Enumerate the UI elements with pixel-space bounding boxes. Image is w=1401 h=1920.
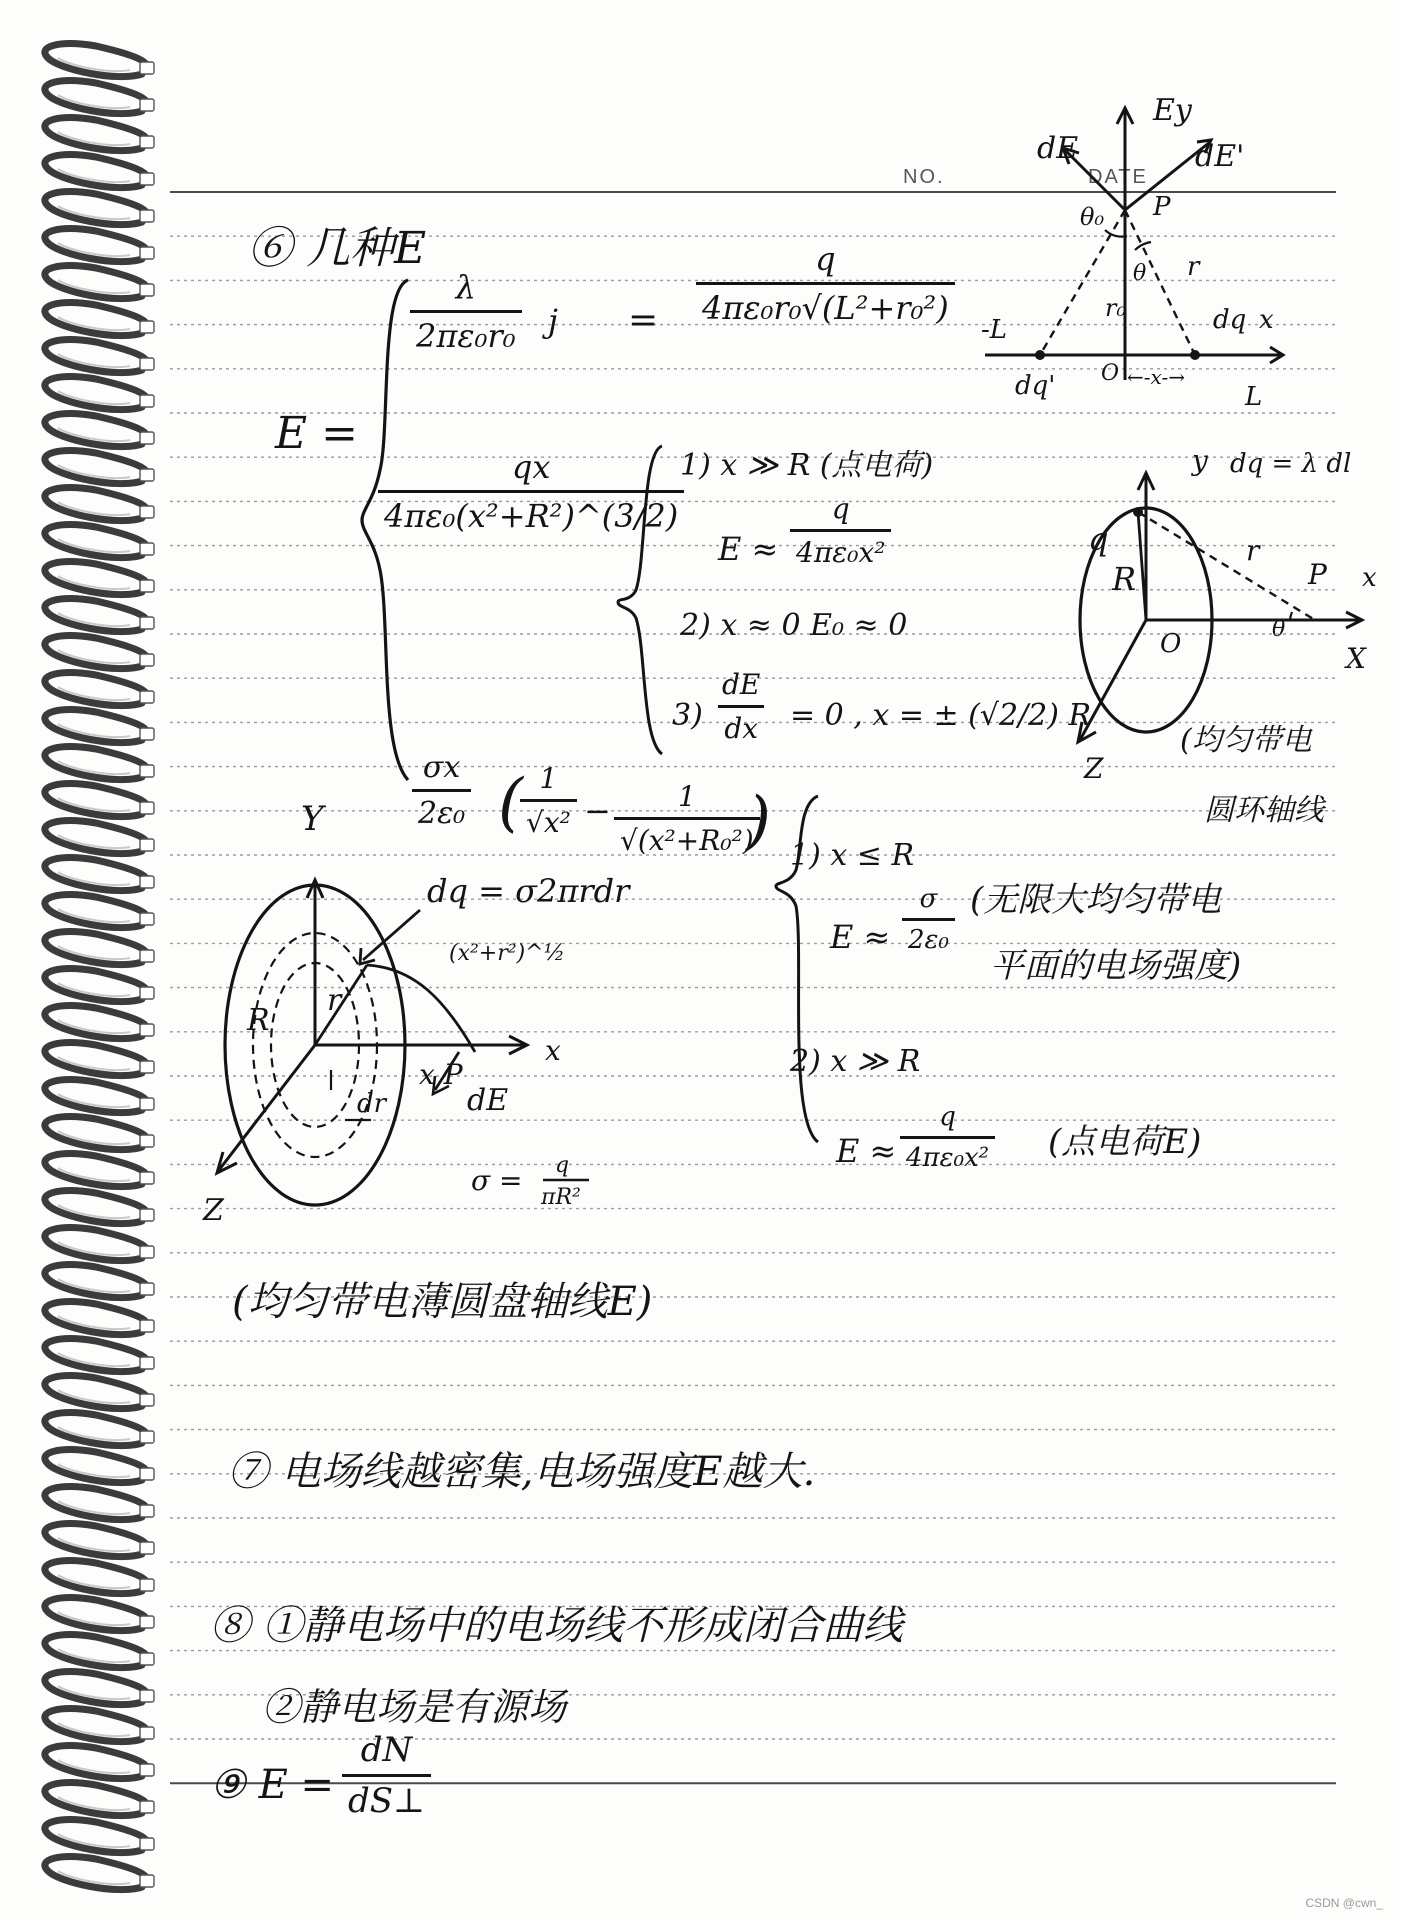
ring-case-3-rest: = 0 , x = ± (√2/2) R bbox=[790, 698, 1092, 733]
disk-minus: − bbox=[584, 792, 611, 830]
line-charge-figure bbox=[975, 80, 1295, 420]
disk-fig-sigma-lhs: σ = bbox=[471, 1164, 523, 1197]
line-fig-p: P bbox=[1153, 192, 1171, 222]
disk-case-1-note-b: 平面的电场强度) bbox=[990, 946, 1242, 986]
line-fig-x: x bbox=[1259, 305, 1274, 335]
line-fig-ey: Ey bbox=[1153, 93, 1192, 128]
ring-case-1-den: 4πε₀x² bbox=[790, 529, 891, 569]
spiral-coil bbox=[45, 932, 154, 965]
ring-case-1-num: q bbox=[831, 492, 850, 525]
disk-caption: (均匀带电薄圆盘轴线E) bbox=[232, 1279, 653, 1325]
spiral-coil bbox=[45, 1857, 154, 1890]
ring-fig-caption-a: (均匀带电 bbox=[1180, 723, 1312, 758]
ring-fig-r: r bbox=[1246, 534, 1260, 567]
disk-close-paren: ) bbox=[746, 784, 771, 858]
disk-case-1-note-a: (无限大均匀带电 bbox=[970, 880, 1222, 920]
spiral-coil bbox=[45, 599, 154, 632]
spiral-coil bbox=[45, 636, 154, 669]
spiral-coil bbox=[45, 1524, 154, 1557]
disk-case-1-den: 2ε₀ bbox=[902, 918, 955, 955]
disk-prefix-den: 2ε₀ bbox=[412, 789, 471, 831]
line-fig-neg-l: -L bbox=[981, 315, 1008, 345]
ring-fig-x-small: x bbox=[1362, 563, 1377, 593]
item-9-num: dN bbox=[360, 1730, 413, 1770]
disk-term-1-den: √x² bbox=[520, 799, 577, 839]
spiral-coil bbox=[45, 1746, 154, 1779]
disk-fig-r: r bbox=[327, 983, 342, 1018]
spiral-coil bbox=[45, 1191, 154, 1224]
line-charge-right-fraction bbox=[696, 240, 955, 327]
spiral-coil bbox=[45, 1228, 154, 1261]
spiral-coil bbox=[45, 673, 154, 706]
line-left-den: 2πε₀r₀ bbox=[410, 310, 522, 355]
spiral-coil bbox=[45, 1043, 154, 1076]
disk-fig-dq-eq: dq = σ2πrdr bbox=[427, 872, 630, 910]
spiral-coil bbox=[45, 1487, 154, 1520]
disk-term-2-den: √(x²+R₀²) bbox=[614, 817, 760, 857]
disk-fig-sigma-num: q bbox=[555, 1153, 570, 1178]
line-fig-r0: r₀ bbox=[1105, 294, 1127, 322]
ring-cases-brace bbox=[612, 440, 672, 760]
spiral-coil bbox=[45, 266, 154, 299]
disk-case-1-condition: 1) x ≤ R bbox=[790, 838, 915, 873]
header-no-label: NO. bbox=[903, 166, 945, 188]
disk-term-1-num: 1 bbox=[539, 762, 558, 795]
spiral-coil bbox=[45, 155, 154, 188]
line-fig-theta0: θ₀ bbox=[1080, 203, 1105, 231]
disk-fig-x: x bbox=[545, 1034, 561, 1067]
ring-figure bbox=[1070, 440, 1400, 840]
spiral-coil bbox=[45, 1783, 154, 1816]
ring-fig-y: y bbox=[1192, 444, 1208, 477]
spiral-coil bbox=[45, 1117, 154, 1150]
spiral-coil bbox=[45, 821, 154, 854]
spiral-coil bbox=[45, 784, 154, 817]
spiral-coil bbox=[45, 1265, 154, 1298]
ring-fig-x-axis: X bbox=[1346, 642, 1366, 675]
spiral-coil bbox=[45, 969, 154, 1002]
disk-fig-sqrt-label: (x²+r²)^½ bbox=[449, 941, 565, 966]
spiral-coil bbox=[45, 562, 154, 595]
spiral-coil bbox=[45, 340, 154, 373]
spiral-coil bbox=[45, 229, 154, 262]
spiral-coil bbox=[45, 1672, 154, 1705]
ring-case-3-num: dE bbox=[722, 668, 761, 701]
ring-den: 4πε₀(x²+R²)^(3/2) bbox=[378, 490, 684, 535]
spiral-coil bbox=[45, 1376, 154, 1409]
disk-fig-y: Y bbox=[301, 799, 324, 839]
line-fig-theta: θ bbox=[1133, 261, 1147, 286]
disk-fig-z: Z bbox=[203, 1193, 224, 1228]
spiral-coil bbox=[45, 451, 154, 484]
item-9-label: ⑨ E = bbox=[210, 1762, 335, 1808]
line-fig-de-right: dE' bbox=[1195, 139, 1245, 174]
spiral-coil bbox=[45, 303, 154, 336]
ring-case-1-lhs: E ≈ bbox=[718, 530, 779, 568]
disk-fig-xp: x P bbox=[419, 1058, 463, 1091]
disk-case-2-condition: 2) x ≫ R bbox=[790, 1044, 921, 1079]
spiral-coil bbox=[45, 1709, 154, 1742]
line-fig-r: r bbox=[1187, 252, 1200, 282]
ring-fig-theta: θ bbox=[1272, 617, 1286, 642]
spiral-coil bbox=[45, 747, 154, 780]
line-left-num: λ bbox=[455, 268, 476, 306]
ring-fig-big-r: R bbox=[1112, 560, 1137, 598]
spiral-coil bbox=[45, 525, 154, 558]
spiral-binding bbox=[0, 0, 170, 1920]
spiral-coil bbox=[45, 44, 154, 77]
line-fig-o: O bbox=[1101, 361, 1120, 386]
ring-fig-caption-b: 圆环轴线 bbox=[1204, 793, 1324, 828]
ring-fig-dq-eq: dq = λ dl bbox=[1230, 449, 1352, 479]
disk-fig-dr: dr bbox=[357, 1089, 387, 1119]
section-6-heading: ⑥ 几种E bbox=[248, 223, 427, 274]
disk-open-paren: ( bbox=[498, 766, 523, 840]
spiral-coil bbox=[45, 1635, 154, 1668]
ring-num: qx bbox=[511, 448, 551, 486]
line-fig-de-left: dE bbox=[1037, 131, 1079, 166]
disk-case-2-den: 4πε₀x² bbox=[900, 1136, 995, 1173]
spiral-coil bbox=[45, 1339, 154, 1372]
disk-figure bbox=[195, 790, 765, 1230]
spiral-coil bbox=[45, 1080, 154, 1113]
line-right-den: 4πε₀r₀√(L²+r₀²) bbox=[696, 282, 955, 327]
e-vector-lhs: E = bbox=[275, 408, 358, 459]
disk-case-1-num: σ bbox=[919, 884, 938, 914]
disk-fig-big-r: R bbox=[247, 1003, 270, 1038]
line-fig-dq-prime: dq' bbox=[1015, 371, 1056, 401]
spiral-coil bbox=[45, 488, 154, 521]
item-9-den: dS⊥ bbox=[342, 1774, 431, 1821]
spiral-coil bbox=[45, 1006, 154, 1039]
ring-case-1-condition: 1) x ≫ R (点电荷) bbox=[680, 448, 934, 483]
header-date-label: DATE bbox=[1088, 166, 1148, 188]
spiral-coil bbox=[45, 1820, 154, 1853]
disk-case-2-num: q bbox=[939, 1102, 956, 1132]
line-equals: = bbox=[628, 300, 659, 341]
disk-case-2-lhs: E ≈ bbox=[836, 1132, 897, 1170]
ring-fig-z: Z bbox=[1084, 752, 1104, 785]
disk-term-2-num: 1 bbox=[677, 780, 696, 813]
item-9-fraction bbox=[342, 1730, 431, 1821]
line-unit-vector: j bbox=[548, 302, 558, 340]
spiral-coil bbox=[45, 118, 154, 151]
ring-case-2: 2) x ≈ 0 E₀ ≈ 0 bbox=[680, 608, 908, 643]
ring-case-3-derivative bbox=[716, 668, 766, 745]
spiral-coil bbox=[45, 414, 154, 447]
line-charge-left-fraction bbox=[410, 268, 522, 355]
spiral-coil bbox=[45, 1302, 154, 1335]
spiral-coil bbox=[45, 858, 154, 891]
ring-fig-q: q bbox=[1088, 520, 1109, 558]
line-right-num: q bbox=[815, 240, 836, 278]
spiral-coil bbox=[45, 710, 154, 743]
ring-case-3-den: dx bbox=[718, 705, 764, 745]
spiral-coil bbox=[45, 1450, 154, 1483]
line-fig-dq: dq bbox=[1213, 305, 1247, 335]
spiral-coil bbox=[45, 1413, 154, 1446]
ring-case-3-label: 3) bbox=[672, 698, 703, 733]
item-8-line-1: ⑧ ①静电场中的电场线不形成闭合曲线 bbox=[210, 1603, 903, 1649]
spiral-coil bbox=[45, 895, 154, 928]
line-fig-xspan: ←-x-→ bbox=[1127, 365, 1185, 389]
ring-fig-p: P bbox=[1308, 558, 1327, 591]
disk-case-2-note: (点电荷E) bbox=[1048, 1122, 1202, 1162]
spiral-coil bbox=[45, 1598, 154, 1631]
disk-fig-sigma-den: πR² bbox=[541, 1185, 581, 1210]
disk-case-1-fraction bbox=[902, 884, 955, 955]
ring-case-1-fraction bbox=[790, 492, 891, 569]
disk-fig-de: dE bbox=[467, 1083, 509, 1118]
watermark: CSDN @cwn_ bbox=[1305, 1896, 1383, 1910]
item-7: ⑦ 电场线越密集,电场强度E越大. bbox=[228, 1449, 816, 1495]
spiral-coil bbox=[45, 377, 154, 410]
disk-case-2-fraction bbox=[900, 1102, 995, 1173]
line-fig-l: L bbox=[1245, 382, 1263, 412]
item-8-line-2: ②静电场是有源场 bbox=[262, 1685, 567, 1729]
ring-fig-o: O bbox=[1160, 629, 1182, 659]
spiral-coil bbox=[45, 192, 154, 225]
disk-prefix-num: σx bbox=[422, 750, 461, 785]
spiral-coil bbox=[45, 1561, 154, 1594]
spiral-coil bbox=[45, 81, 154, 114]
spiral-coil bbox=[45, 1154, 154, 1187]
disk-case-1-lhs: E ≈ bbox=[830, 918, 891, 956]
